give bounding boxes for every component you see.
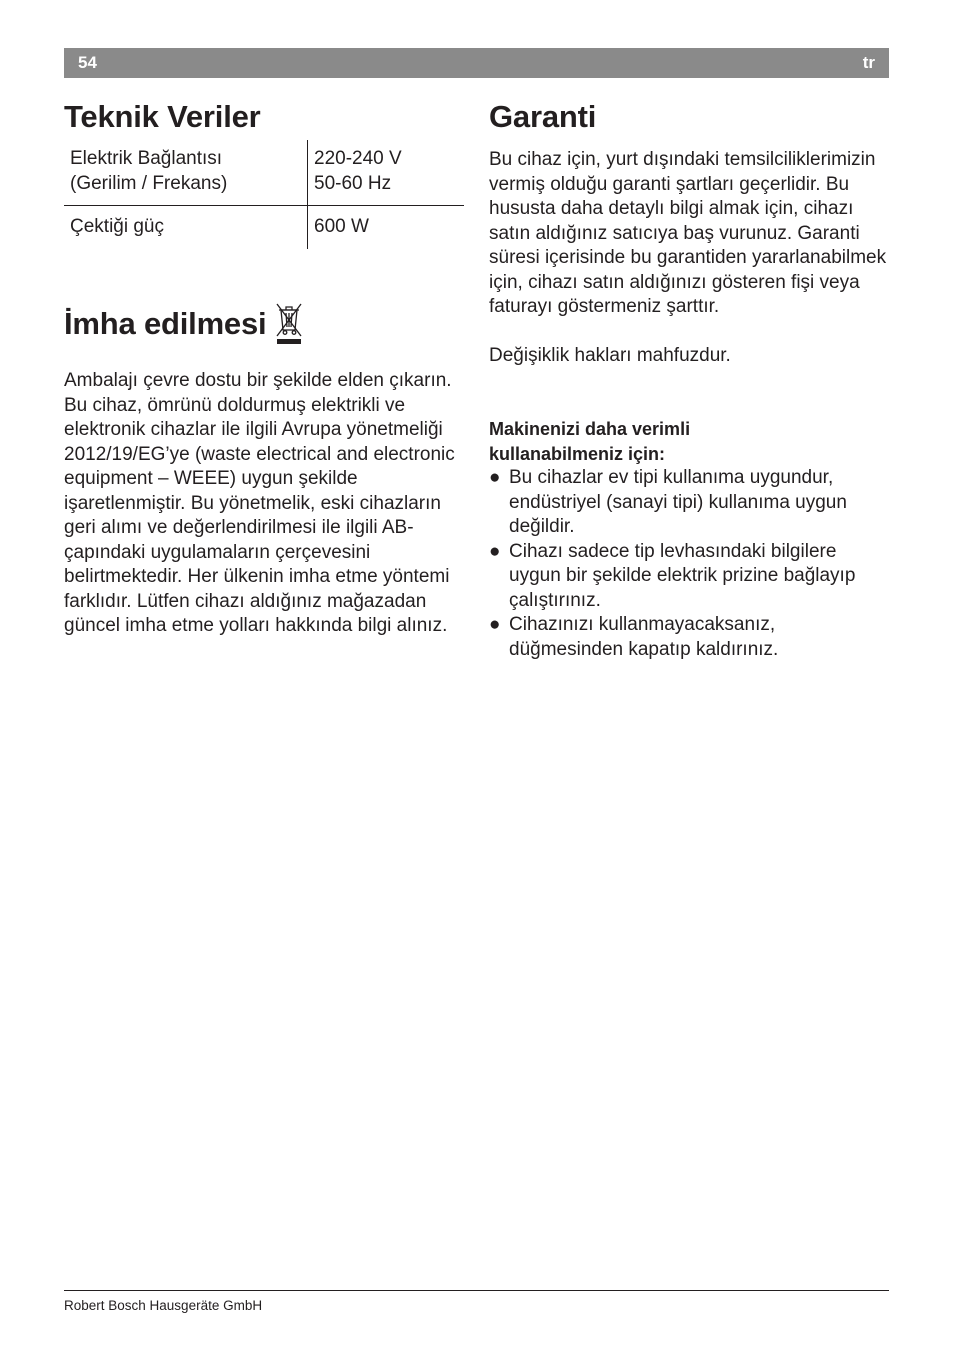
spec-label-line: Elektrik Bağlantısı bbox=[70, 148, 223, 169]
list-item bbox=[489, 613, 889, 662]
technical-data-title: Teknik Veriler bbox=[64, 99, 261, 134]
page-header-bar bbox=[64, 48, 889, 78]
footer-divider bbox=[64, 1290, 889, 1291]
warranty-text: Bu cihaz için, yurt dışındaki temsilciliklerimizin vermiş olduğu garanti şartları geçerlidir. Bu hususta daha detaylı bilgi almak için, cihazı satın aldığınız satıcıya baş vurunuz. Garanti süresi içerisinde bu garantiden yararlanabilmek için, cihazı satın aldığınızı gösteren fişi veya faturayı göstermeniz şarttır. bbox=[489, 149, 887, 317]
left-column bbox=[64, 96, 464, 639]
disposal-title: İmha edilmesi bbox=[64, 305, 267, 341]
spec-label bbox=[64, 140, 308, 206]
bullet-icon: ● bbox=[489, 467, 501, 488]
efficiency-heading-line: kullanabilmeniz için: bbox=[489, 443, 666, 464]
technical-data-table bbox=[64, 140, 464, 249]
efficiency-heading bbox=[489, 417, 889, 466]
disposal-text: Ambalajı çevre dostu bir şekilde elden çıkarın. Bu cihaz, ömrünü doldurmuş elektrikli ve elektronik cihazlar ile ilgili Avrupa yönetmeliği 2012/19/EG’ye (waste electrical and electronic equipment – WEEE) uygun şekilde işaretlenmiştir. Bu yönetmelik, eski cihazların geri alımı ve değerlendirilmesi ile ilgili AB-çapındaki uygulamaların çerçevesini belirtmektedir. Her ülkenin imha etme yöntemi farklıdır. Lütfen cihazı aldığınız mağazadan güncel imha etme yolları hakkında bilgi alınız. bbox=[64, 370, 455, 636]
disposal-heading bbox=[64, 297, 464, 350]
list-item-text: Cihazı sadece tip levhasındaki bilgilere uygun bir şekilde elektrik prizine bağlayıp çalıştırınız. bbox=[509, 540, 856, 611]
bullet-icon: ● bbox=[489, 540, 501, 562]
spec-value-line: 50-60 Hz bbox=[314, 173, 392, 194]
language-code: tr bbox=[862, 53, 875, 72]
page-number: 54 bbox=[78, 53, 97, 72]
spec-value-line: 220-240 V bbox=[314, 148, 402, 169]
efficiency-list bbox=[489, 466, 889, 662]
table-row bbox=[64, 140, 464, 206]
list-item bbox=[489, 466, 889, 540]
warranty-title: Garanti bbox=[489, 99, 597, 134]
footer-company: Robert Bosch Hausgeräte GmbH bbox=[64, 1298, 263, 1313]
spec-value: 600 W bbox=[314, 216, 369, 237]
bullet-icon: ● bbox=[489, 614, 501, 635]
rights-reserved-text: Değişiklik hakları mahfuzdur. bbox=[489, 344, 731, 366]
spec-label-line: (Gerilim / Frekans) bbox=[70, 173, 228, 194]
list-item-text: Cihazınızı kullanmayacaksanız, düğmesinden kapatıp kaldırınız. bbox=[509, 614, 779, 660]
right-column bbox=[489, 96, 889, 662]
crossed-out-wheelie-bin-icon bbox=[274, 301, 304, 350]
spec-label: Çektiği güç bbox=[64, 206, 308, 250]
spec-value bbox=[308, 140, 465, 206]
table-row bbox=[64, 206, 464, 250]
efficiency-heading-line: Makinenizi daha verimli bbox=[489, 419, 691, 439]
list-item bbox=[489, 540, 889, 614]
list-item-text: Bu cihazlar ev tipi kullanıma uygundur, endüstriyel (sanayi tipi) kullanıma uygun değildir. bbox=[509, 467, 847, 537]
